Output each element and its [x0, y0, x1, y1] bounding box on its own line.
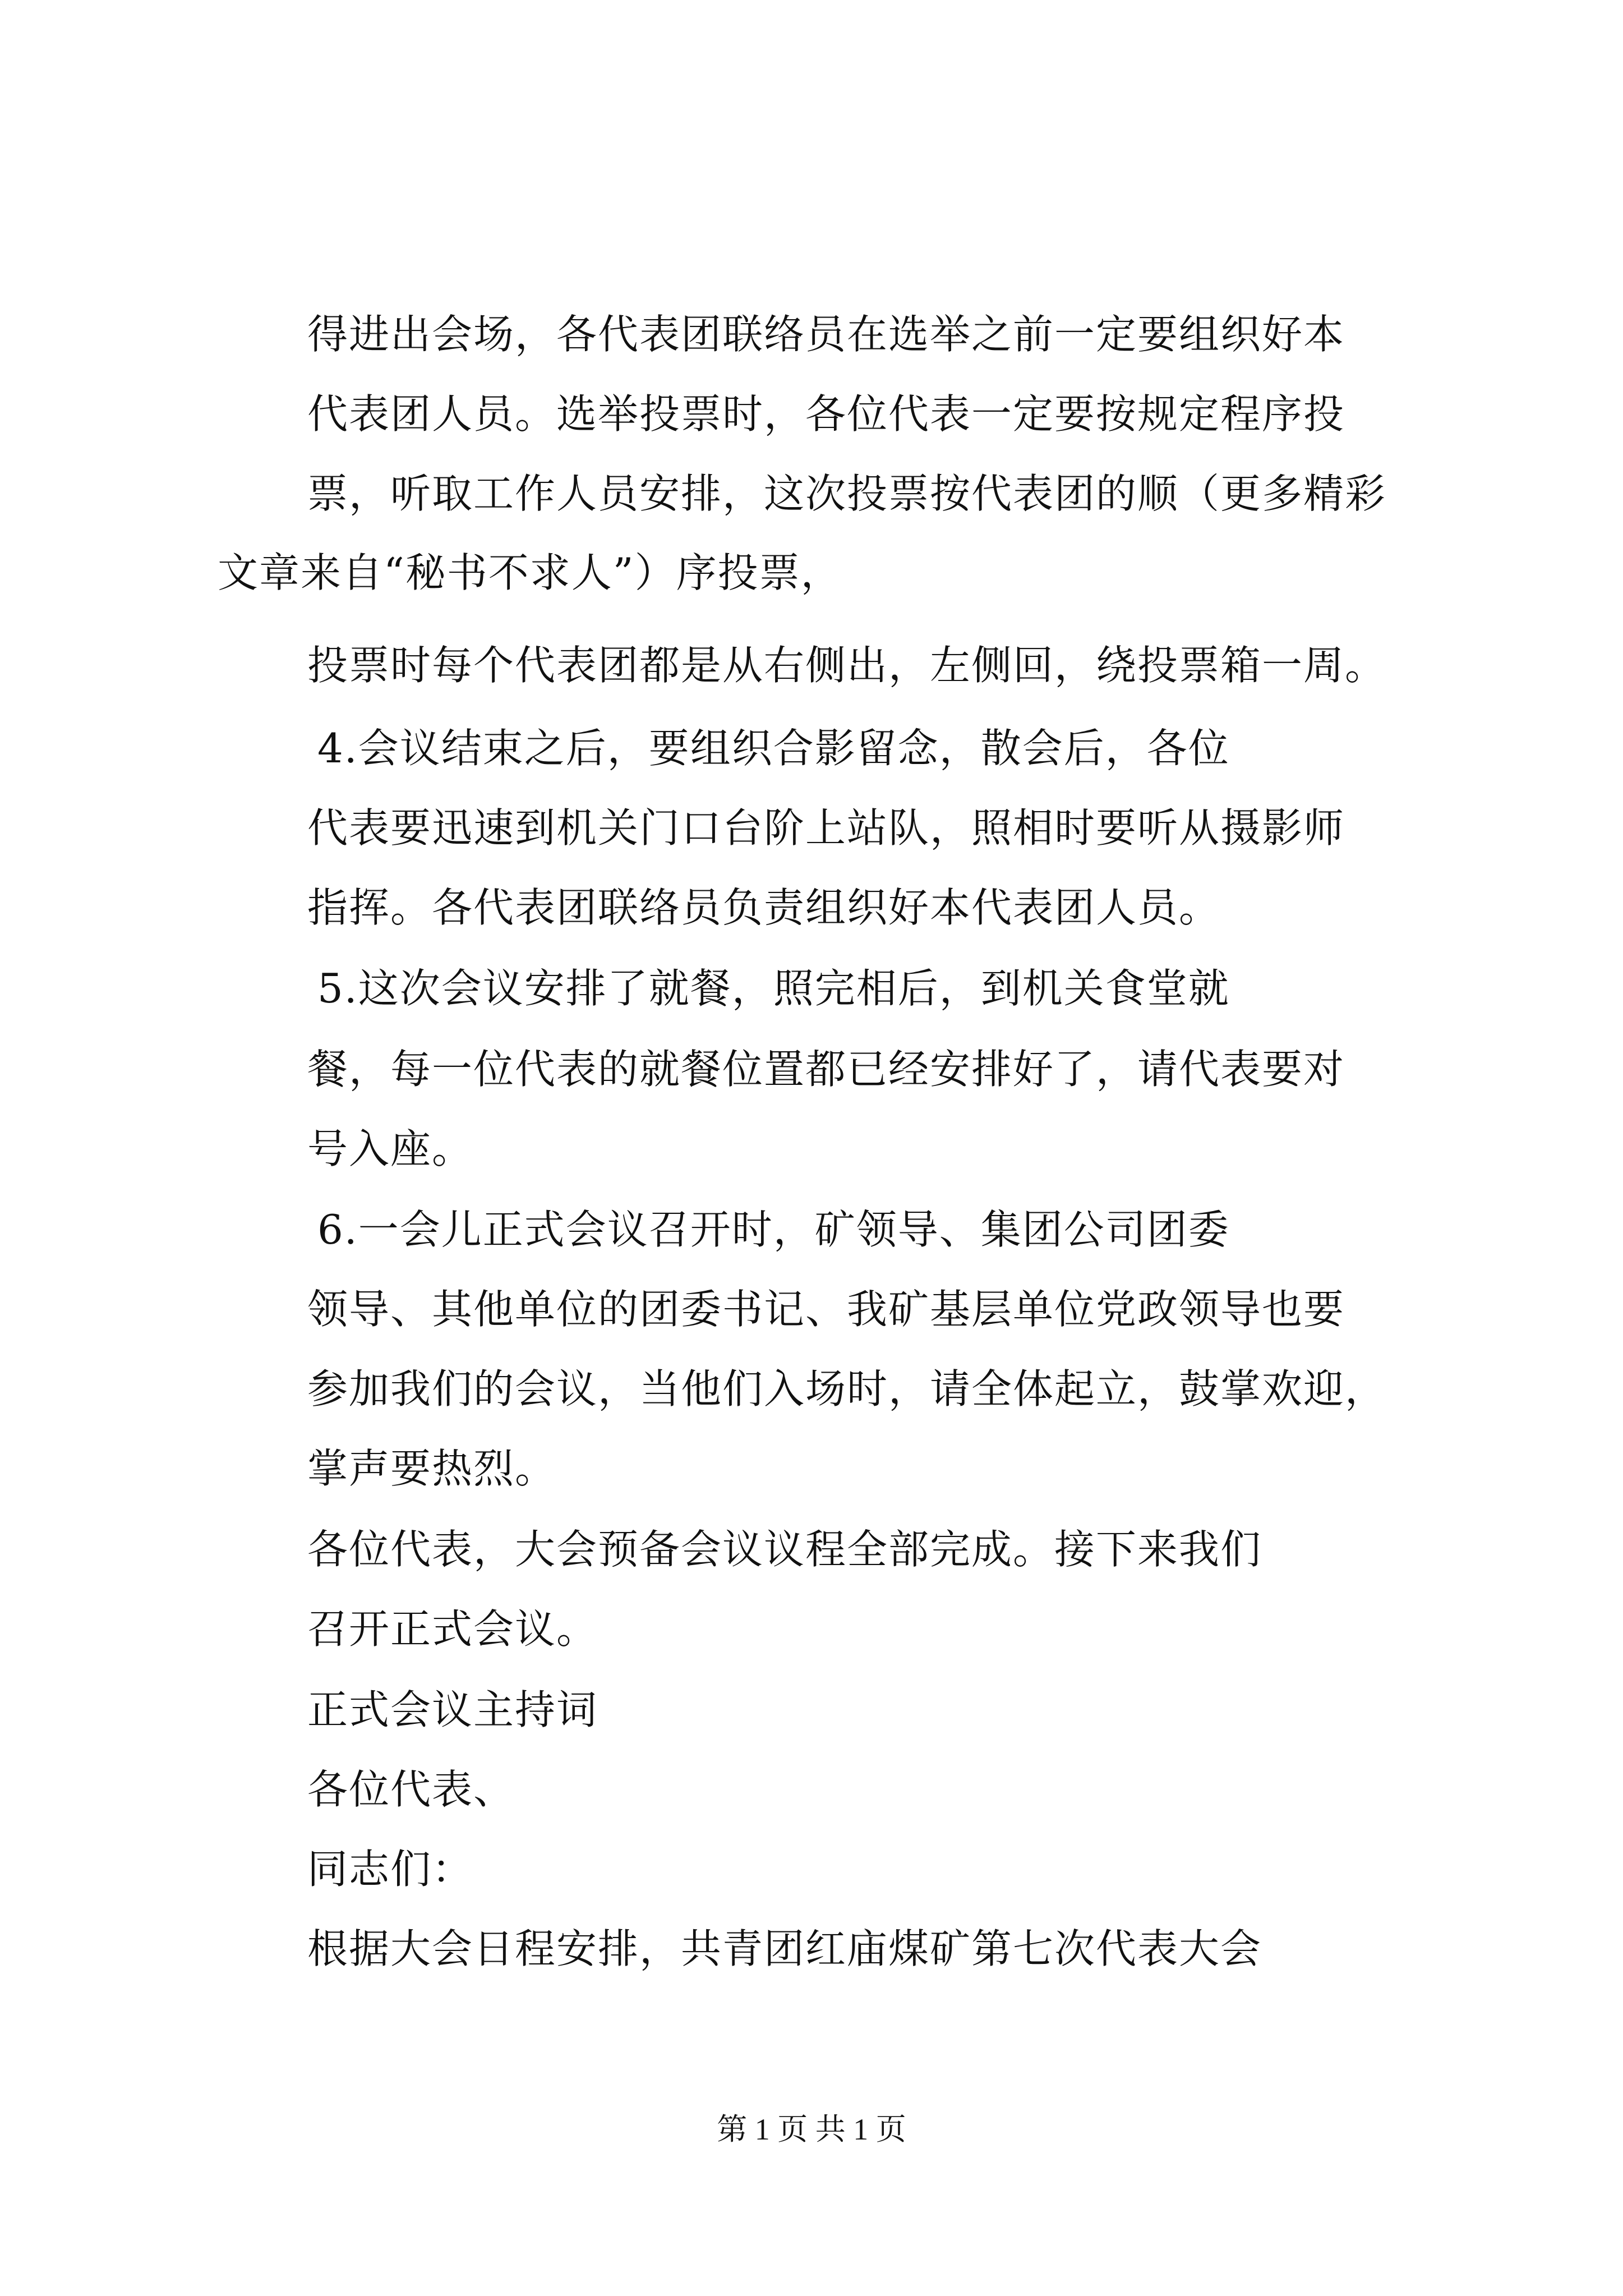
text-line-3: 票，听取工作人员安排，这次投票按代表团的顺（更多精彩 [307, 470, 1387, 517]
text-line-19: 各位代表、 [307, 1766, 515, 1813]
text-line-10: 餐，每一位代表的就餐位置都已经安排好了，请代表要对 [307, 1046, 1345, 1093]
text-line-15: 掌声要热烈。 [307, 1445, 557, 1492]
text-line-5: 投票时每个代表团都是从右侧出，左侧回，绕投票箱一周。 [307, 642, 1387, 689]
text-line-17: 召开正式会议。 [307, 1605, 598, 1653]
text-line-9: 5.这次会议安排了就餐，照完相后，到机关食堂就 [317, 965, 1230, 1012]
text-line-11: 号入座。 [307, 1125, 474, 1172]
text-line-16: 各位代表，大会预备会议议程全部完成。接下来我们 [307, 1526, 1262, 1573]
text-line-21: 根据大会日程安排，共青团红庙煤矿第七次代表大会 [307, 1925, 1262, 1972]
text-line-6: 4.会议结束之后，要组织合影留念，散会后，各位 [317, 725, 1230, 772]
text-line-12: 6.一会儿正式会议召开时，矿领导、集团公司团委 [317, 1206, 1230, 1253]
text-line-1: 得进出会场，各代表团联络员在选举之前一定要组织好本 [307, 311, 1345, 358]
page-number-footer: 第 1 页 共 1 页 [717, 2113, 906, 2146]
text-line-4: 文章来自“秘书不求人”）序投票， [218, 549, 842, 596]
text-line-8: 指挥。各代表团联络员负责组织好本代表团人员。 [307, 884, 1221, 931]
text-line-13: 领导、其他单位的团委书记、我矿基层单位党政领导也要 [307, 1286, 1345, 1333]
text-line-18: 正式会议主持词 [307, 1686, 598, 1733]
text-line-20: 同志们： [307, 1846, 474, 1893]
text-line-7: 代表要迅速到机关门口台阶上站队，照相时要听从摄影师 [307, 804, 1345, 852]
text-line-2: 代表团人员。选举投票时，各位代表一定要按规定程序投 [307, 390, 1345, 438]
text-line-14: 参加我们的会议，当他们入场时，请全体起立，鼓掌欢迎， [307, 1365, 1387, 1412]
